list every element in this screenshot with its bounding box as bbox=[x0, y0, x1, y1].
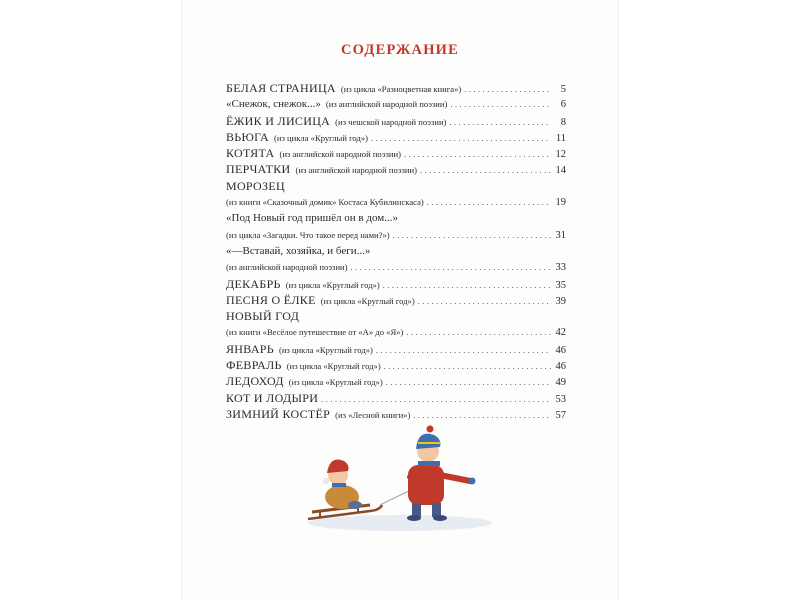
toc-entry-source: (из цикла «Круглый год») bbox=[320, 295, 415, 306]
toc-entry bbox=[226, 227, 566, 243]
toc-entry-title: БЕЛАЯ СТРАНИЦА bbox=[226, 81, 336, 95]
toc-entry-source: (из книги «Весёлое путешествие от «А» до «Я») bbox=[226, 327, 404, 338]
children-sledding-illustration bbox=[300, 415, 500, 535]
toc-entry-page: 31 bbox=[555, 229, 566, 241]
toc-entry bbox=[226, 276, 566, 292]
toc-entry-heading bbox=[226, 210, 566, 226]
toc-entry-source: (из английской народной поэзии) bbox=[279, 149, 401, 160]
toc-entry-title: КОТЯТА bbox=[226, 146, 275, 161]
dot-leader bbox=[418, 294, 551, 310]
toc-entry-title: «Под Новый год пришёл он в дом...» bbox=[226, 212, 398, 225]
toc-entry-source: (из английской народной поэзии) bbox=[226, 262, 348, 273]
table-of-contents bbox=[226, 80, 566, 422]
dot-leader bbox=[321, 392, 551, 408]
toc-entry-title: ФЕВРАЛЬ bbox=[226, 358, 282, 373]
toc-entry-heading bbox=[226, 308, 566, 324]
toc-entry bbox=[226, 373, 566, 389]
toc-entry-page: 33 bbox=[555, 262, 566, 274]
toc-entry-title: ЗИМНИЙ КОСТЁР bbox=[226, 406, 331, 421]
dot-leader bbox=[420, 163, 551, 179]
toc-entry bbox=[226, 129, 566, 145]
dot-leader bbox=[406, 325, 551, 341]
toc-entry-page: 53 bbox=[555, 393, 566, 405]
toc-entry-page: 57 bbox=[555, 409, 566, 421]
toc-entry-source: (из цикла «Круглый год») bbox=[278, 344, 373, 355]
dot-leader bbox=[371, 131, 551, 147]
toc-entry-title: НОВЫЙ ГОД bbox=[226, 309, 300, 324]
toc-entry-title: ЁЖИК И ЛИСИЦА bbox=[226, 113, 331, 128]
dot-leader bbox=[464, 82, 551, 98]
toc-entry bbox=[226, 96, 566, 112]
toc-entry bbox=[226, 194, 566, 210]
toc-entry-title: ДЕКАБРЬ bbox=[226, 276, 281, 291]
toc-entry-title: «Снежок, снежок...» bbox=[226, 98, 321, 111]
dot-leader bbox=[449, 115, 551, 131]
toc-entry-title: «—Вставай, хозяйка, и беги...» bbox=[226, 244, 371, 257]
toc-entry bbox=[226, 357, 566, 373]
toc-entry-page: 14 bbox=[555, 165, 566, 177]
dot-leader bbox=[384, 359, 551, 375]
toc-entry-page: 49 bbox=[555, 377, 566, 389]
toc-entry-page: 42 bbox=[555, 327, 566, 339]
toc-entry-page: 6 bbox=[560, 99, 566, 111]
toc-entry bbox=[226, 113, 566, 129]
toc-entry-source: (из цикла «Круглый год») bbox=[274, 132, 368, 143]
dot-leader bbox=[351, 260, 551, 276]
toc-entry-page: 46 bbox=[555, 344, 566, 356]
toc-entry bbox=[226, 390, 566, 406]
toc-entry-source: (из «Лесной книги») bbox=[335, 409, 411, 420]
toc-entry-source: (из цикла «Круглый год») bbox=[285, 279, 380, 290]
toc-entry bbox=[226, 145, 566, 161]
toc-entry-page: 39 bbox=[555, 295, 566, 307]
child-on-sled bbox=[323, 460, 362, 510]
dot-leader bbox=[376, 343, 551, 359]
toc-entry bbox=[226, 341, 566, 357]
toc-entry-page: 5 bbox=[560, 84, 566, 95]
toc-entry-page: 19 bbox=[555, 197, 566, 209]
toc-entry-title: ВЬЮГА bbox=[226, 129, 270, 144]
toc-entry-title: ПЕРЧАТКИ bbox=[226, 162, 291, 177]
page-title: СОДЕРЖАНИЕ bbox=[340, 42, 460, 58]
toc-entry-source: (из цикла «Разноцветная книга») bbox=[340, 84, 462, 94]
toc-entry-source: (из книги «Сказочный домик» Костаса Кубилинскаса) bbox=[226, 197, 424, 208]
toc-entry bbox=[226, 324, 566, 340]
toc-entry-title: КОТ И ЛОДЫРИ bbox=[226, 390, 319, 405]
toc-entry-page: 35 bbox=[555, 279, 566, 291]
dot-leader bbox=[386, 375, 551, 391]
toc-entry-heading bbox=[226, 243, 566, 259]
child-pulling-sled bbox=[407, 426, 476, 522]
toc-entry-title: ЯНВАРЬ bbox=[226, 341, 274, 356]
toc-entry-source: (из цикла «Круглый год») bbox=[288, 377, 383, 388]
toc-entry-title: МОРОЗЕЦ bbox=[226, 178, 285, 193]
toc-entry-source: (из английской народной поэзии) bbox=[295, 165, 417, 176]
dot-leader bbox=[427, 195, 551, 211]
toc-entry-title: ЛЕДОХОД bbox=[226, 374, 284, 389]
toc-entry bbox=[226, 259, 566, 275]
toc-entry bbox=[226, 80, 566, 96]
dot-leader bbox=[450, 97, 551, 113]
dot-leader bbox=[383, 278, 551, 294]
toc-entry-source: (из чешской народной поэзии) bbox=[335, 116, 447, 127]
dot-leader bbox=[404, 147, 551, 163]
toc-entry-page: 46 bbox=[555, 361, 566, 373]
toc-entry-source: (из английской народной поэзии) bbox=[325, 99, 448, 110]
dot-leader bbox=[393, 228, 551, 244]
snow-shadow bbox=[308, 515, 492, 531]
toc-entry-page: 11 bbox=[555, 132, 566, 144]
toc-entry-title: ПЕСНЯ О ЁЛКЕ bbox=[226, 292, 316, 307]
toc-entry-source: (из цикла «Круглый год») bbox=[286, 361, 381, 372]
toc-entry bbox=[226, 161, 566, 177]
toc-entry-page: 12 bbox=[555, 149, 566, 161]
toc-entry-source: (из цикла «Загадки. Что такое перед нами?») bbox=[226, 229, 390, 240]
toc-entry bbox=[226, 292, 566, 308]
toc-entry-page: 8 bbox=[560, 116, 566, 128]
toc-entry-heading bbox=[226, 178, 566, 194]
